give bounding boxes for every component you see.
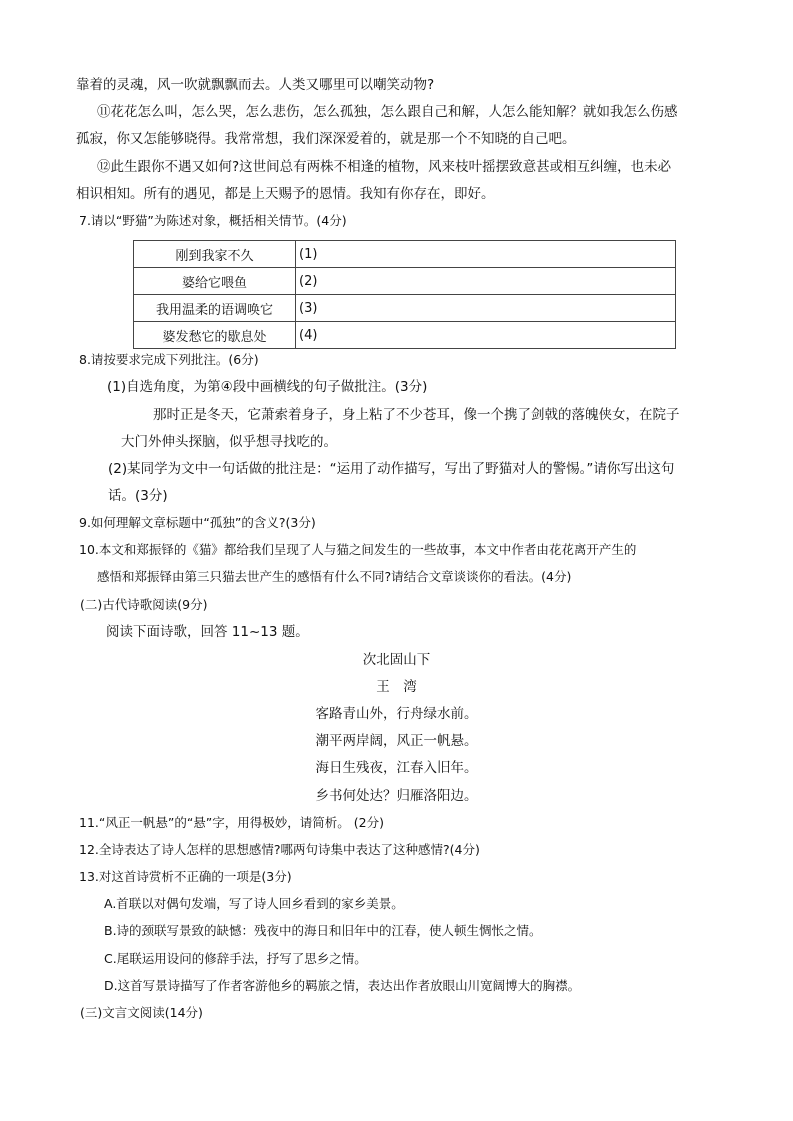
question-8-quote-line-1: 那时正是冬天，它萧索着身子，身上粘了不少苍耳，像一个携了剑戟的落魄侠女，在院子 (153, 407, 680, 423)
question-12: 12.全诗表达了诗人怎样的思想感情?哪两句诗集中表达了这种感情?(4分) (79, 842, 480, 857)
question-10-line-2: 感悟和郑振铎由第三只猫去世产生的感悟有什么不同?请结合文章谈谈你的看法。(4分) (97, 569, 572, 584)
table-cell-event: 我用温柔的语调唤它 (134, 295, 296, 322)
table-row (134, 268, 676, 295)
poem-line: 客路青山外，行舟绿水前。 (315, 706, 478, 722)
table-row (134, 295, 676, 322)
section-2-heading: (二)古代诗歌阅读(9分) (80, 597, 208, 612)
table-cell-event: 婆发愁它的歇息处 (134, 322, 296, 349)
table-cell-blank: (3) (296, 295, 676, 322)
question-11: 11.“风正一帆悬”的“悬”字，用得极妙，请简析。 (2分) (79, 815, 384, 830)
poem-line: 乡书何处达？归雁洛阳边。 (315, 788, 478, 804)
question-8-sub-2-line-1: (2)某同学为文中一句话做的批注是：“运用了动作描写，写出了野猫对人的警惕。”请你写出这句 (108, 461, 675, 477)
question-8-sub-1: (1)自选角度，为第④段中画横线的句子做批注。(3分) (107, 379, 428, 395)
table-cell-event: 婆给它喂鱼 (134, 268, 296, 295)
question-9: 9.如何理解文章标题中“孤独”的含义?(3分) (79, 515, 316, 530)
table-cell-blank: (4) (296, 322, 676, 349)
question-13-option-a: A.首联以对偶句发端，写了诗人回乡看到的家乡美景。 (104, 896, 404, 911)
question-8-sub-2-line-2: 话。(3分) (108, 488, 168, 504)
table-row (134, 322, 676, 349)
question-13-stem: 13.对这首诗赏析不正确的一项是(3分) (79, 869, 292, 884)
paragraph-11-line-1: ⑪花花怎么叫，怎么哭，怎么悲伤，怎么孤独，怎么跟自己和解，人怎么能知解？就如我怎么伤感 (97, 104, 678, 120)
question-13-option-d: D.这首写景诗描写了作者客游他乡的羁旅之情，表达出作者放眼山川宽阔博大的胸襟。 (104, 978, 581, 993)
section-2-instruction: 阅读下面诗歌，回答 11~13 题。 (106, 624, 309, 640)
table-cell-blank: (1) (296, 241, 676, 268)
question-8-quote-line-2: 大门外伸头探脑，似乎想寻找吃的。 (121, 434, 337, 450)
table-cell-event: 刚到我家不久 (134, 241, 296, 268)
passage-line-1: 靠着的灵魂，风一吹就飘飘而去。人类又哪里可以嘲笑动物? (76, 77, 435, 93)
section-3-heading: (三)文言文阅读(14分) (80, 1005, 203, 1020)
question-7-stem: 7.请以“野猫”为陈述对象，概括相关情节。(4分) (79, 213, 347, 228)
paragraph-12-line-2: 相识相知。所有的遇见，都是上天赐予的恩情。我知有你存在，即好。 (76, 186, 495, 202)
table-cell-blank: (2) (296, 268, 676, 295)
paragraph-12-line-1: ⑫此生跟你不遇又如何?这世间总有两株不相逢的植物，风来枝叶摇摆致意甚或相互纠缠，也未必 (97, 159, 672, 175)
poem-line: 海日生残夜，江春入旧年。 (315, 760, 478, 776)
table-row (134, 241, 676, 268)
question-13-option-b: B.诗的颈联写景致的缺憾：残夜中的海日和旧年中的江春，使人顿生惆怅之情。 (104, 923, 542, 938)
question-8-stem: 8.请按要求完成下列批注。(6分) (79, 352, 259, 367)
poem-line: 潮平两岸阔，风正一帆悬。 (315, 733, 478, 749)
paragraph-11-line-2: 孤寂，你又怎能够晓得。我常常想，我们深深爱着的，就是那一个不知晓的自己吧。 (76, 131, 576, 147)
poem-author: 王 湾 (376, 679, 417, 695)
question-10-line-1: 10.本文和郑振铎的《猫》都给我们呈现了人与猫之间发生的一些故事，本文中作者由花花离开产生的 (79, 542, 637, 557)
question-13-option-c: C.尾联运用设问的修辞手法，抒写了思乡之情。 (104, 951, 367, 966)
poem-title: 次北固山下 (362, 652, 431, 668)
question-7-table (133, 240, 676, 349)
